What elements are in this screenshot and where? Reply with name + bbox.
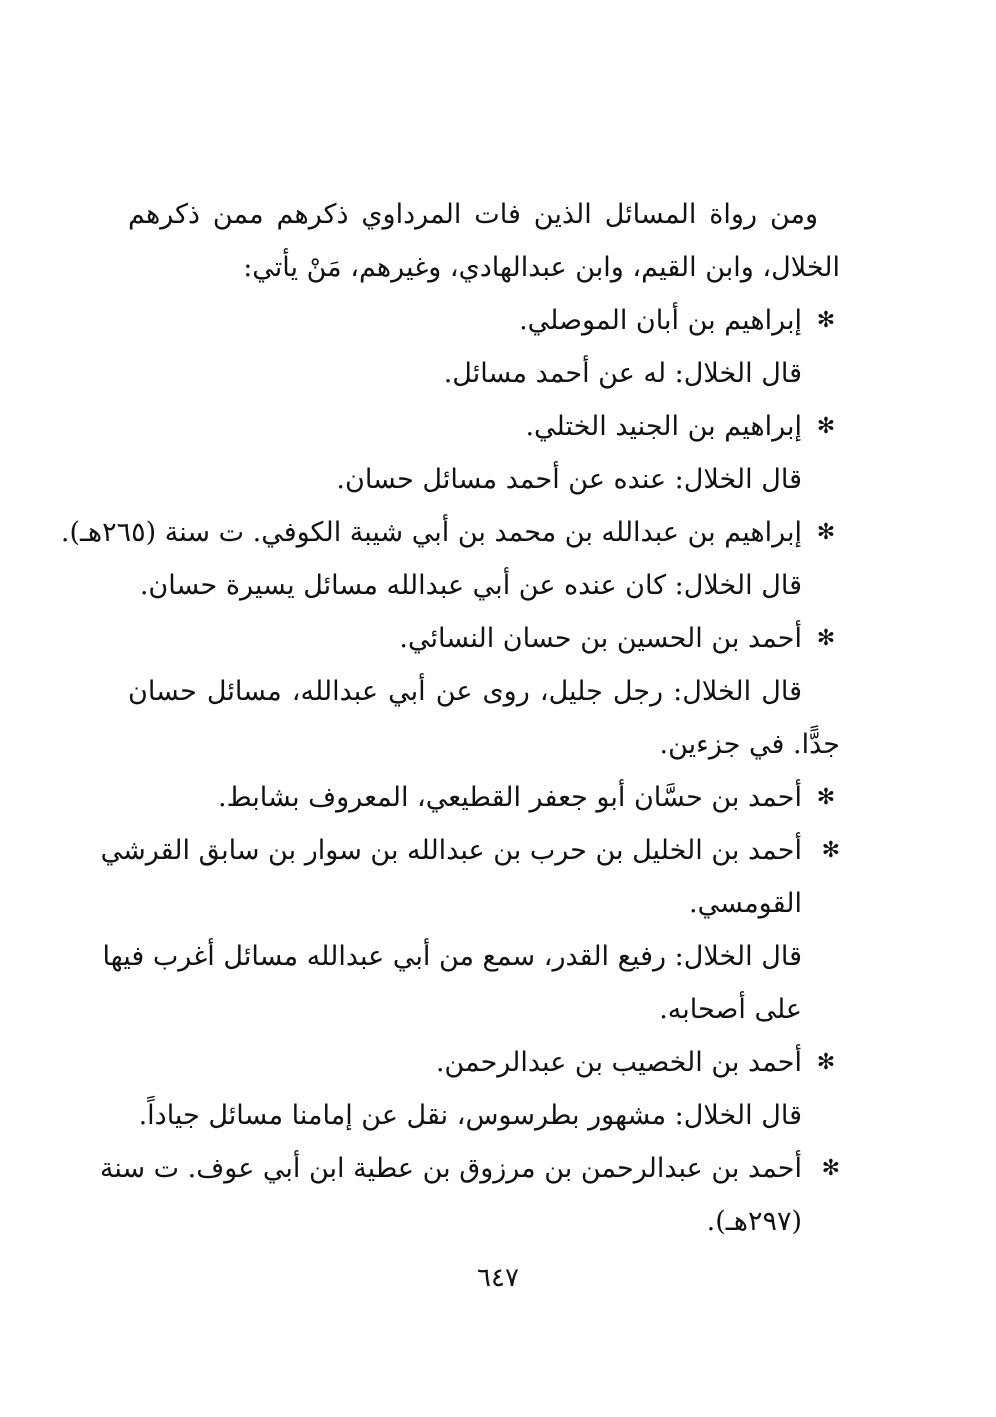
entry-1-note: قال الخلال: له عن أحمد مسائل. (443, 358, 802, 389)
entry-3-note: قال الخلال: كان عنده عن أبي عبدالله مسائل يسيرة حسان. (139, 570, 802, 601)
entry-8-name-text: أحمد بن عبدالرحمن بن مرزوق بن عطية ابن أبي عوف. ت سنة (99, 1153, 802, 1184)
asterisk-icon: ✻ (816, 785, 836, 810)
entry-2-name-text: إبراهيم بن الجنيد الختلي. (525, 411, 802, 442)
intro-line-1: ومن رواة المسائل الذين فات المرداوي ذكرهم ممن ذكرهم (128, 199, 818, 230)
entry-6-note-line-1: قال الخلال: رفيع القدر، سمع من أبي عبدالله مسائل أغرب فيها (102, 941, 802, 972)
entry-3-name (60, 506, 840, 559)
entry-2-note: قال الخلال: عنده عن أحمد مسائل حسان. (336, 464, 802, 495)
asterisk-icon: ✻ (816, 520, 836, 545)
entry-6-name-line-2: القومسي. (689, 888, 802, 919)
entry-1-name (128, 294, 840, 347)
entry-4-name (128, 612, 840, 665)
entry-8-name (99, 1142, 840, 1195)
entry-6-name (100, 824, 840, 877)
entry-5-name-text: أحمد بن حسَّان أبو جعفر القطيعي، المعروف بشابط. (218, 782, 802, 813)
entry-4-note-line-2: جدًّا. في جزءين. (659, 729, 840, 760)
asterisk-icon: ✻ (821, 1156, 840, 1181)
main-text (60, 188, 840, 1248)
entry-1-name-text: إبراهيم بن أبان الموصلي. (519, 305, 802, 336)
entry-8-name-line-2: (٢٩٧هـ). (706, 1206, 802, 1237)
entry-7-name-text: أحمد بن الخصيب بن عبدالرحمن. (435, 1047, 802, 1078)
entry-7-name (128, 1036, 840, 1089)
asterisk-icon: ✻ (816, 1050, 836, 1075)
entry-4-name-text: أحمد بن الحسين بن حسان النسائي. (399, 623, 802, 654)
entry-7-note: قال الخلال: مشهور بطرسوس، نقل عن إمامنا مسائل جياداً. (138, 1100, 802, 1131)
page-number: ٦٤٧ (477, 1263, 519, 1293)
entry-5-name (128, 771, 840, 824)
entry-6-note-line-2: على أصحابه. (659, 994, 802, 1025)
asterisk-icon: ✻ (816, 308, 836, 333)
asterisk-icon: ✻ (816, 626, 836, 651)
asterisk-icon: ✻ (816, 414, 836, 439)
entry-4-note-line-1: قال الخلال: رجل جليل، روى عن أبي عبدالله، مسائل حسان (128, 676, 802, 707)
entry-3-name-text: إبراهيم بن عبدالله بن محمد بن أبي شيبة الكوفي. ت سنة (٢٦٥هـ). (60, 517, 802, 548)
entry-2-name (128, 400, 840, 453)
intro-line-2: الخلال، وابن القيم، وابن عبدالهادي، وغيرهم، مَنْ يأتي: (243, 252, 840, 283)
asterisk-icon: ✻ (821, 838, 840, 863)
entry-6-name-text: أحمد بن الخليل بن حرب بن عبدالله بن سوار بن سابق القرشي (100, 835, 802, 866)
